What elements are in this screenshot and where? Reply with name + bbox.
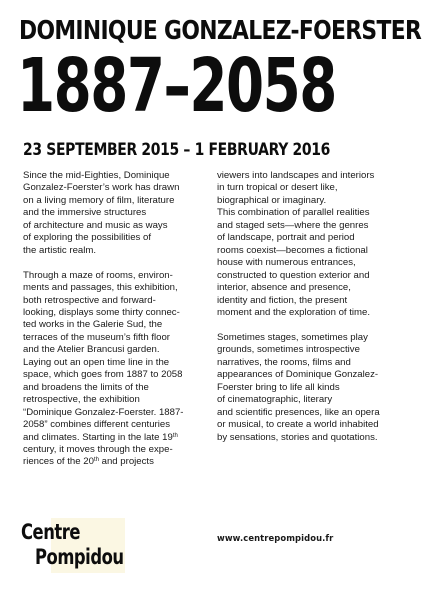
text-line: rooms coexist—becomes a fictional: [217, 244, 368, 256]
text-line-with-sup: [23, 432, 213, 444]
text-line: 2058” combines different centuries: [23, 419, 171, 431]
text-line: the artistic realm.: [23, 244, 97, 256]
text-line: and the immersive structures: [23, 207, 147, 219]
text-line: house with numerous entrances,: [217, 257, 356, 269]
text-line: “Dominique Gonzalez-Foerster. 1887-: [23, 406, 184, 418]
text-line: biographical or imaginary.: [217, 194, 327, 206]
website-url: www.centrepompidou.fr: [217, 533, 334, 543]
ordinal-suffix: th: [172, 432, 178, 439]
text-line: viewers into landscapes and interiors: [217, 170, 375, 181]
text-fragment: riences of the 20: [23, 456, 94, 468]
text-line: of architecture and music as ways: [23, 219, 168, 231]
exhibition-dates: 23 SEPTEMBER 2015 – 1 FEBRUARY 2016: [23, 140, 331, 160]
text-line: of landscape, portrait and period: [217, 232, 355, 244]
text-line: interior, absence and presence,: [217, 282, 351, 294]
text-line: retrospective, the exhibition: [23, 394, 140, 406]
text-line: and broadens the limits of the: [23, 381, 149, 393]
text-line: and scientific presences, like an opera: [217, 406, 380, 418]
text-line: Foerster bring to life all kinds: [217, 381, 340, 393]
text-line: identity and fiction, the present: [217, 294, 348, 306]
text-line: and staged sets—where the genres: [217, 219, 369, 231]
text-line: of cinematographic, literary: [217, 394, 333, 406]
text-line: appearances of Dominique Gonzalez-: [217, 369, 379, 381]
text-line: terraces of the museum’s fifth floor: [23, 331, 170, 343]
text-line: century, it moves through the expe-: [23, 443, 173, 455]
text-line: Gonzalez-Foerster’s work has drawn: [23, 182, 180, 194]
text-column-left: [23, 170, 213, 481]
paragraph-landscapes: [217, 170, 407, 319]
text-line: Sometimes stages, sometimes play: [217, 331, 368, 343]
text-line: both retrospective and forward-: [23, 294, 156, 306]
exhibition-years: 1887–2058: [17, 43, 336, 129]
paragraph-intro: [23, 170, 213, 257]
text-line: or musical, to create a world inhabited: [217, 419, 379, 431]
text-line: moment and the exploration of time.: [217, 306, 371, 318]
text-line: looking, displays some thirty connec-: [23, 306, 180, 318]
text-line: in turn tropical or desert like,: [217, 182, 338, 194]
text-fragment: and climates. Starting in the late 19: [23, 431, 173, 443]
text-fragment: and projects: [98, 456, 154, 468]
text-line: ments and passages, this exhibition,: [23, 282, 178, 294]
paragraph-stages: [217, 332, 407, 444]
text-line-with-sup: [23, 456, 213, 468]
text-line: space, which goes from 1887 to 2058: [23, 369, 183, 381]
text-line: This combination of parallel realities: [217, 207, 370, 219]
paragraph-maze: [23, 270, 213, 469]
text-line: of exploring the possibilities of: [23, 232, 151, 244]
text-line: grounds, sometimes introspective: [217, 344, 360, 356]
text-column-right: [217, 170, 407, 456]
text-line: constructed to question exterior and: [217, 269, 370, 281]
centre-pompidou-logo: [21, 518, 127, 574]
ordinal-suffix: th: [93, 457, 99, 464]
text-line: Through a maze of rooms, environ-: [23, 269, 173, 281]
text-line: and the Atelier Brancusi garden.: [23, 344, 160, 356]
text-line: Laying out an open time line in the: [23, 356, 170, 368]
text-line: ted works in the Galerie Sud, the: [23, 319, 163, 331]
text-line: on a living memory of film, literature: [23, 194, 175, 206]
text-line: narratives, the rooms, films and: [217, 356, 351, 368]
text-line: by sensations, stories and quotations.: [217, 431, 378, 443]
logo-text-line1: Centre: [21, 520, 81, 544]
artist-name: DOMINIQUE GONZALEZ-FOERSTER: [19, 16, 422, 46]
logo-text-line2: Pompidou: [35, 545, 124, 569]
text-line: Since the mid-Eighties, Dominique: [23, 170, 170, 181]
